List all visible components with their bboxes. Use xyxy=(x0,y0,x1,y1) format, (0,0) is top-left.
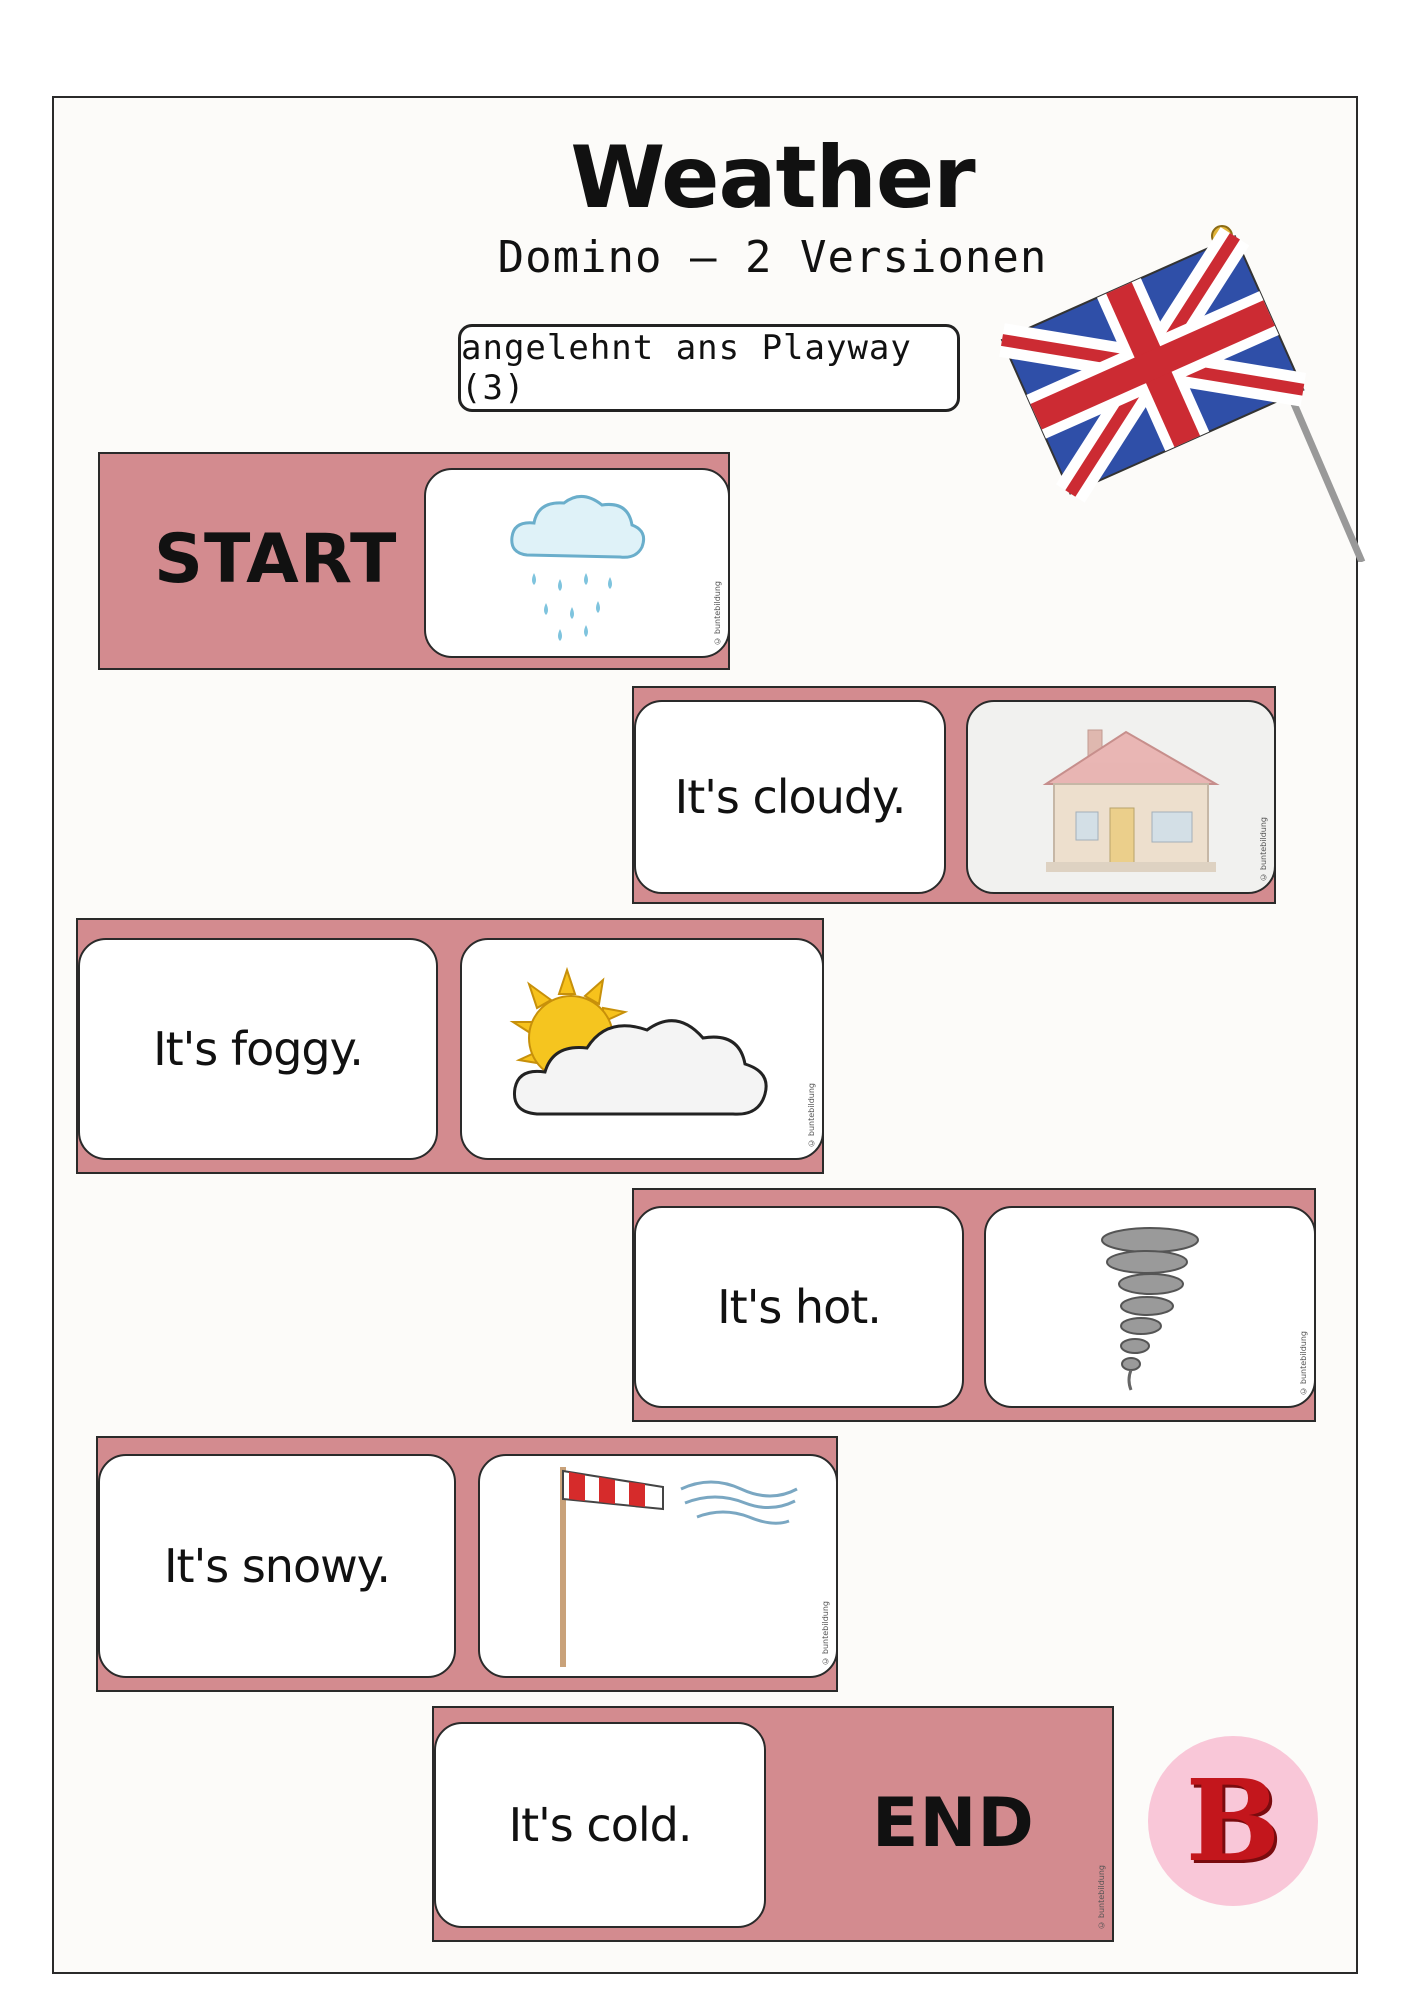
domino-3-image-pane xyxy=(460,938,824,1160)
end-label: END xyxy=(872,1784,1035,1863)
windsock-icon xyxy=(513,1461,803,1671)
source-tag: angelehnt ans Playway (3) xyxy=(458,324,960,412)
domino-3-phrase: It's foggy. xyxy=(153,1022,363,1076)
domino-4-phrase: It's hot. xyxy=(717,1280,881,1334)
page-subtitle: Domino – 2 Versionen xyxy=(497,232,1048,283)
domino-card-4 xyxy=(632,1188,1316,1422)
domino-4-image-pane xyxy=(984,1206,1316,1408)
copyright-note: © buntebildung xyxy=(807,1083,816,1148)
copyright-note: © buntebildung xyxy=(713,581,722,646)
domino-card-3 xyxy=(76,918,824,1174)
domino-2-image-pane xyxy=(966,700,1276,894)
domino-2-phrase: It's cloudy. xyxy=(674,770,906,824)
copyright-note: © buntebildung xyxy=(821,1601,830,1666)
copyright-note: © buntebildung xyxy=(1097,1865,1106,1930)
domino-5-image-pane xyxy=(478,1454,838,1678)
rain-cloud-icon xyxy=(502,483,652,643)
domino-5-text-pane xyxy=(98,1454,456,1678)
domino-2-text-pane xyxy=(634,700,946,894)
domino-3-text-pane xyxy=(78,938,438,1160)
domino-6-phrase: It's cold. xyxy=(508,1798,692,1852)
domino-card-2 xyxy=(632,686,1276,904)
domino-card-5 xyxy=(96,1436,838,1692)
domino-1-image-pane xyxy=(424,468,730,658)
domino-card-6 xyxy=(432,1706,1114,1942)
foggy-house-icon xyxy=(1006,712,1236,882)
tornado-icon xyxy=(1095,1222,1205,1392)
copyright-note: © buntebildung xyxy=(1299,1331,1308,1396)
domino-card-1 xyxy=(98,452,730,670)
start-label: START xyxy=(154,520,398,599)
domino-4-text-pane xyxy=(634,1206,964,1408)
copyright-note: © buntebildung xyxy=(1259,817,1268,882)
sun-behind-cloud-icon xyxy=(507,964,777,1134)
domino-5-phrase: It's snowy. xyxy=(163,1539,390,1593)
domino-6-text-pane xyxy=(434,1722,766,1928)
page-title: Weather xyxy=(570,128,975,228)
version-badge: B xyxy=(1148,1736,1318,1906)
uk-flag-icon xyxy=(990,222,1370,562)
